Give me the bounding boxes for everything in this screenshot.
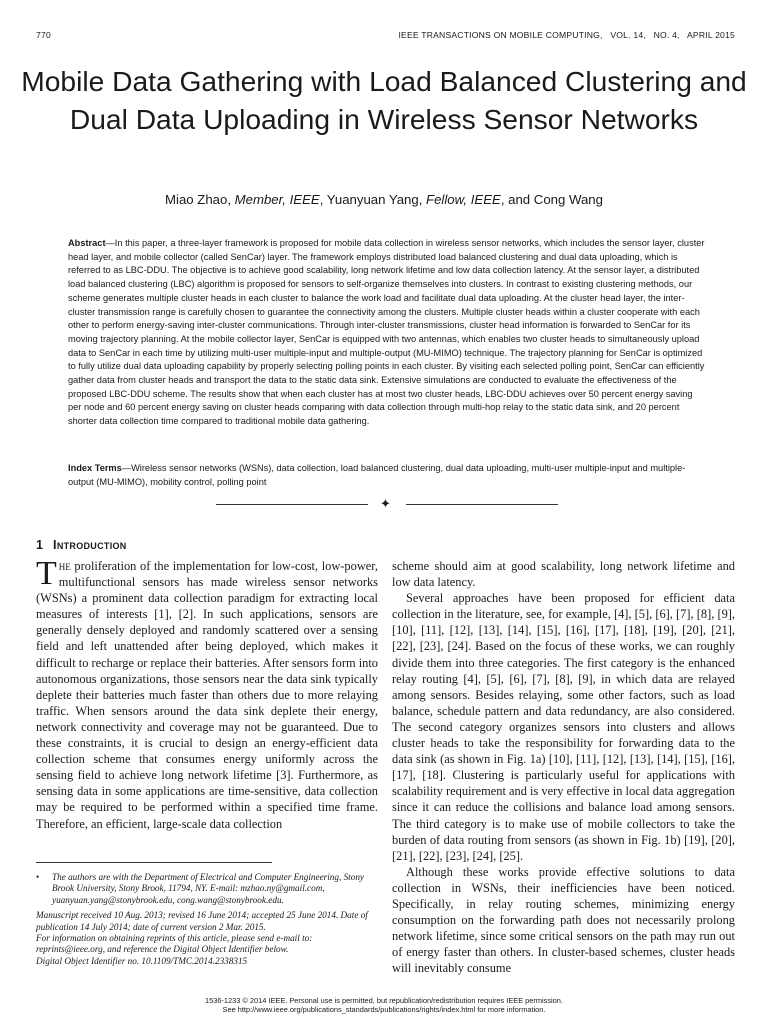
copyright-notice — [20, 996, 748, 1015]
abstract — [68, 237, 705, 429]
intro-paragraph-3: Although these works provide effective solutions to data collection in WSNs, their inefficiencies have been noticed. Specifically, in relay routing schemes, minimizing energy consumption on the forwarding path does not necessarily prolong network lifetime, since some critical sensors on the path may run out of energy faster than others. In cluster-based schemes, cluster heads will inevitably consume — [392, 864, 735, 976]
right-column — [392, 558, 735, 976]
paper-title: Mobile Data Gathering with Load Balanced Clustering and Dual Data Uploading in Wireless Sensor Networks — [21, 65, 747, 135]
copyright-line-2: See http://www.ieee.org/publications_standards/publications/rights/index.html for more information. — [222, 1005, 546, 1015]
footnote-affiliation: The authors are with the Department of Electrical and Computer Engineering, Stony Brook University, Stony Brook, 11794, NY. E-mail: mzhao.ny@gmail.com, yuanyuan.yang@stonybrook.edu, cong.wang@stonybrook.edu. — [52, 872, 364, 905]
abstract-text: —In this paper, a three-layer framework is proposed for mobile data collection in wireless sensor networks, which includes the sensor layer, cluster head layer, and mobile collector (called SenCar) layer. The framework employs distributed load balanced clustering and dual data uploading, which is referred to as LBC-DDU. The objective is to achieve good scalability, long network lifetime and low data collection latency. At the sensor layer, a distributed load balanced clustering (LBC) algorithm is proposed for sensors to self-organize themselves into clusters. In contrast to existing clustering methods, our scheme generates multiple cluster heads in each cluster to balance the work load and facilitate dual data uploading. At the cluster head layer, the inter-cluster transmission range is carefully chosen to guarantee the connectivity among the clusters. Multiple cluster heads within a cluster cooperate with each other to perform energy-saving inter-cluster communications. Through inter-cluster transmissions, cluster head information is forwarded to SenCar for its moving trajectory planning. At the mobile collector layer, SenCar is equipped with two antennas, which enables two cluster heads to simultaneously upload data to SenCar in each time by utilizing multi-user multiple-input and multiple-output (MU-MIMO) technique. The trajectory planning for SenCar is optimized to fully utilize dual data uploading capability by properly selecting polling points in each cluster. By visiting each selected polling point, SenCar can efficiently gather data from cluster heads and transport the data to the static data sink. Extensive simulations are conducted to evaluate the effectiveness of the proposed LBC-DDU scheme. The results show that when each cluster has at most two cluster heads, LBC-DDU achieves over 50 percent energy saving per node and 60 percent energy saving on cluster heads comparing with data collection through multi-hop relay to the static data sink, and 20 percent shorter data collection time compared to traditional mobile data gathering. — [68, 238, 705, 427]
section-number: 1 — [36, 538, 44, 552]
section-separator — [216, 498, 558, 512]
drop-cap: T — [36, 555, 57, 592]
copyright-line-1: 1536-1233 © 2014 IEEE. Personal use is permitted, but republication/redistribution requires IEEE permission. — [205, 996, 563, 1005]
index-terms-label: Index Terms — [68, 463, 122, 473]
page-number: 770 — [36, 30, 51, 40]
index-terms-text: —Wireless sensor networks (WSNs), data collection, load balanced clustering, dual data uploading, multi-user multiple-input and multiple-output (MU-MIMO), mobility control, polling point — [68, 463, 686, 487]
running-header — [36, 30, 735, 44]
intro-paragraph-2: Several approaches have been proposed for efficient data collection in the literature, see, for example, [4], [5], [6], [7], [8], [9], [10], [11], [12], [13], [14], [15], [16], [17], [18], [19], [20], [21], [22], [23], [24]. Based on the focus of these works, we can roughly divide them into three categories. The first category is the enhanced relay routing [4], [5], [6], [7], [8], [9], in which data are relayed among sensors. Besides relaying, some other factors, such as load balance, schedule pattern and data redundancy, are also considered. The second category organizes sensors into clusters and allows cluster heads to take the responsibility for forwarding data to the data sink (as shown in Fig. 1a) [10], [11], [12], [13], [14], [15], [16], [17], [18]. Clustering is particularly useful for applications with scalability requirement and is very effective in local data aggregation since it can reduce the collisions and balance load among sensors. The third category is to make use of mobile collectors to take the burden of data routing from sensors (as shown in Fig. 1b) [19], [20], [21], [22], [23], [24], [25]. — [392, 591, 735, 863]
footnote — [36, 872, 378, 967]
first-word-rest: he — [58, 559, 71, 573]
separator-line-right — [406, 504, 558, 505]
author-1-role: Member, IEEE — [234, 192, 320, 207]
footnote-manuscript: Manuscript received 10 Aug. 2013; revised 16 June 2014; accepted 25 June 2014. Date of publication 14 July 2014; date of current version 2 Mar. 2015. — [36, 910, 368, 932]
footnote-doi: Digital Object Identifier no. 10.1109/TMC.2014.2338315 — [36, 955, 248, 966]
section-heading — [36, 538, 127, 552]
author-2-role: Fellow, IEEE — [426, 192, 501, 207]
index-terms — [68, 462, 705, 489]
section-title: Introduction — [53, 538, 127, 552]
author-2: , Yuanyuan Yang, — [319, 192, 427, 207]
footnote-rule — [36, 862, 272, 863]
author-1: Miao Zhao, — [165, 192, 235, 207]
intro-paragraph-1-text: proliferation of the implementation for low-cost, low-power, multifunctional sensors has made wireless sensor networks (WSNs) a prominent data collection paradigm for extracting local measures of interests [1], [2]. In such applications, sensors are generally densely deployed and randomly scattered over a sensing field and left unattended after being deployed, which makes it difficult to recharge or replace their batteries. After sensors form into autonomous organizations, those sensors near the data sink typically deplete their batteries much faster than others due to more relaying traffic. When sensors around the data sink deplete their energy, network connectivity and coverage may not be guaranteed. Due to these constraints, it is crucial to design an energy-efficient data collection scheme that consumes energy uniformly across the sensing field to achieve long network lifetime [3]. Furthermore, as sensing data in some applications are time-sensitive, data collection may be required to be performed within a specified time frame. Therefore, an efficient, large-scale data collection — [36, 559, 378, 831]
journal-info: IEEE TRANSACTIONS ON MOBILE COMPUTING, VOL. 14, NO. 4, APRIL 2015 — [398, 30, 735, 40]
footnote-reprints: For information on obtaining reprints of this article, please send e-mail to: reprints@ieee.org, and reference the Digital Object Identifier below. — [36, 933, 313, 955]
intro-paragraph-1-continued: scheme should aim at good scalability, long network lifetime and low data latency. — [392, 559, 735, 590]
left-column — [36, 555, 378, 832]
author-list — [20, 192, 748, 207]
footnote-bullet: • — [36, 872, 40, 882]
author-3: , and Cong Wang — [500, 192, 603, 207]
intro-paragraph-1 — [36, 555, 378, 832]
separator-line-left — [216, 504, 368, 505]
abstract-label: Abstract — [68, 238, 106, 248]
separator-diamond-icon: ✦ — [380, 496, 391, 511]
